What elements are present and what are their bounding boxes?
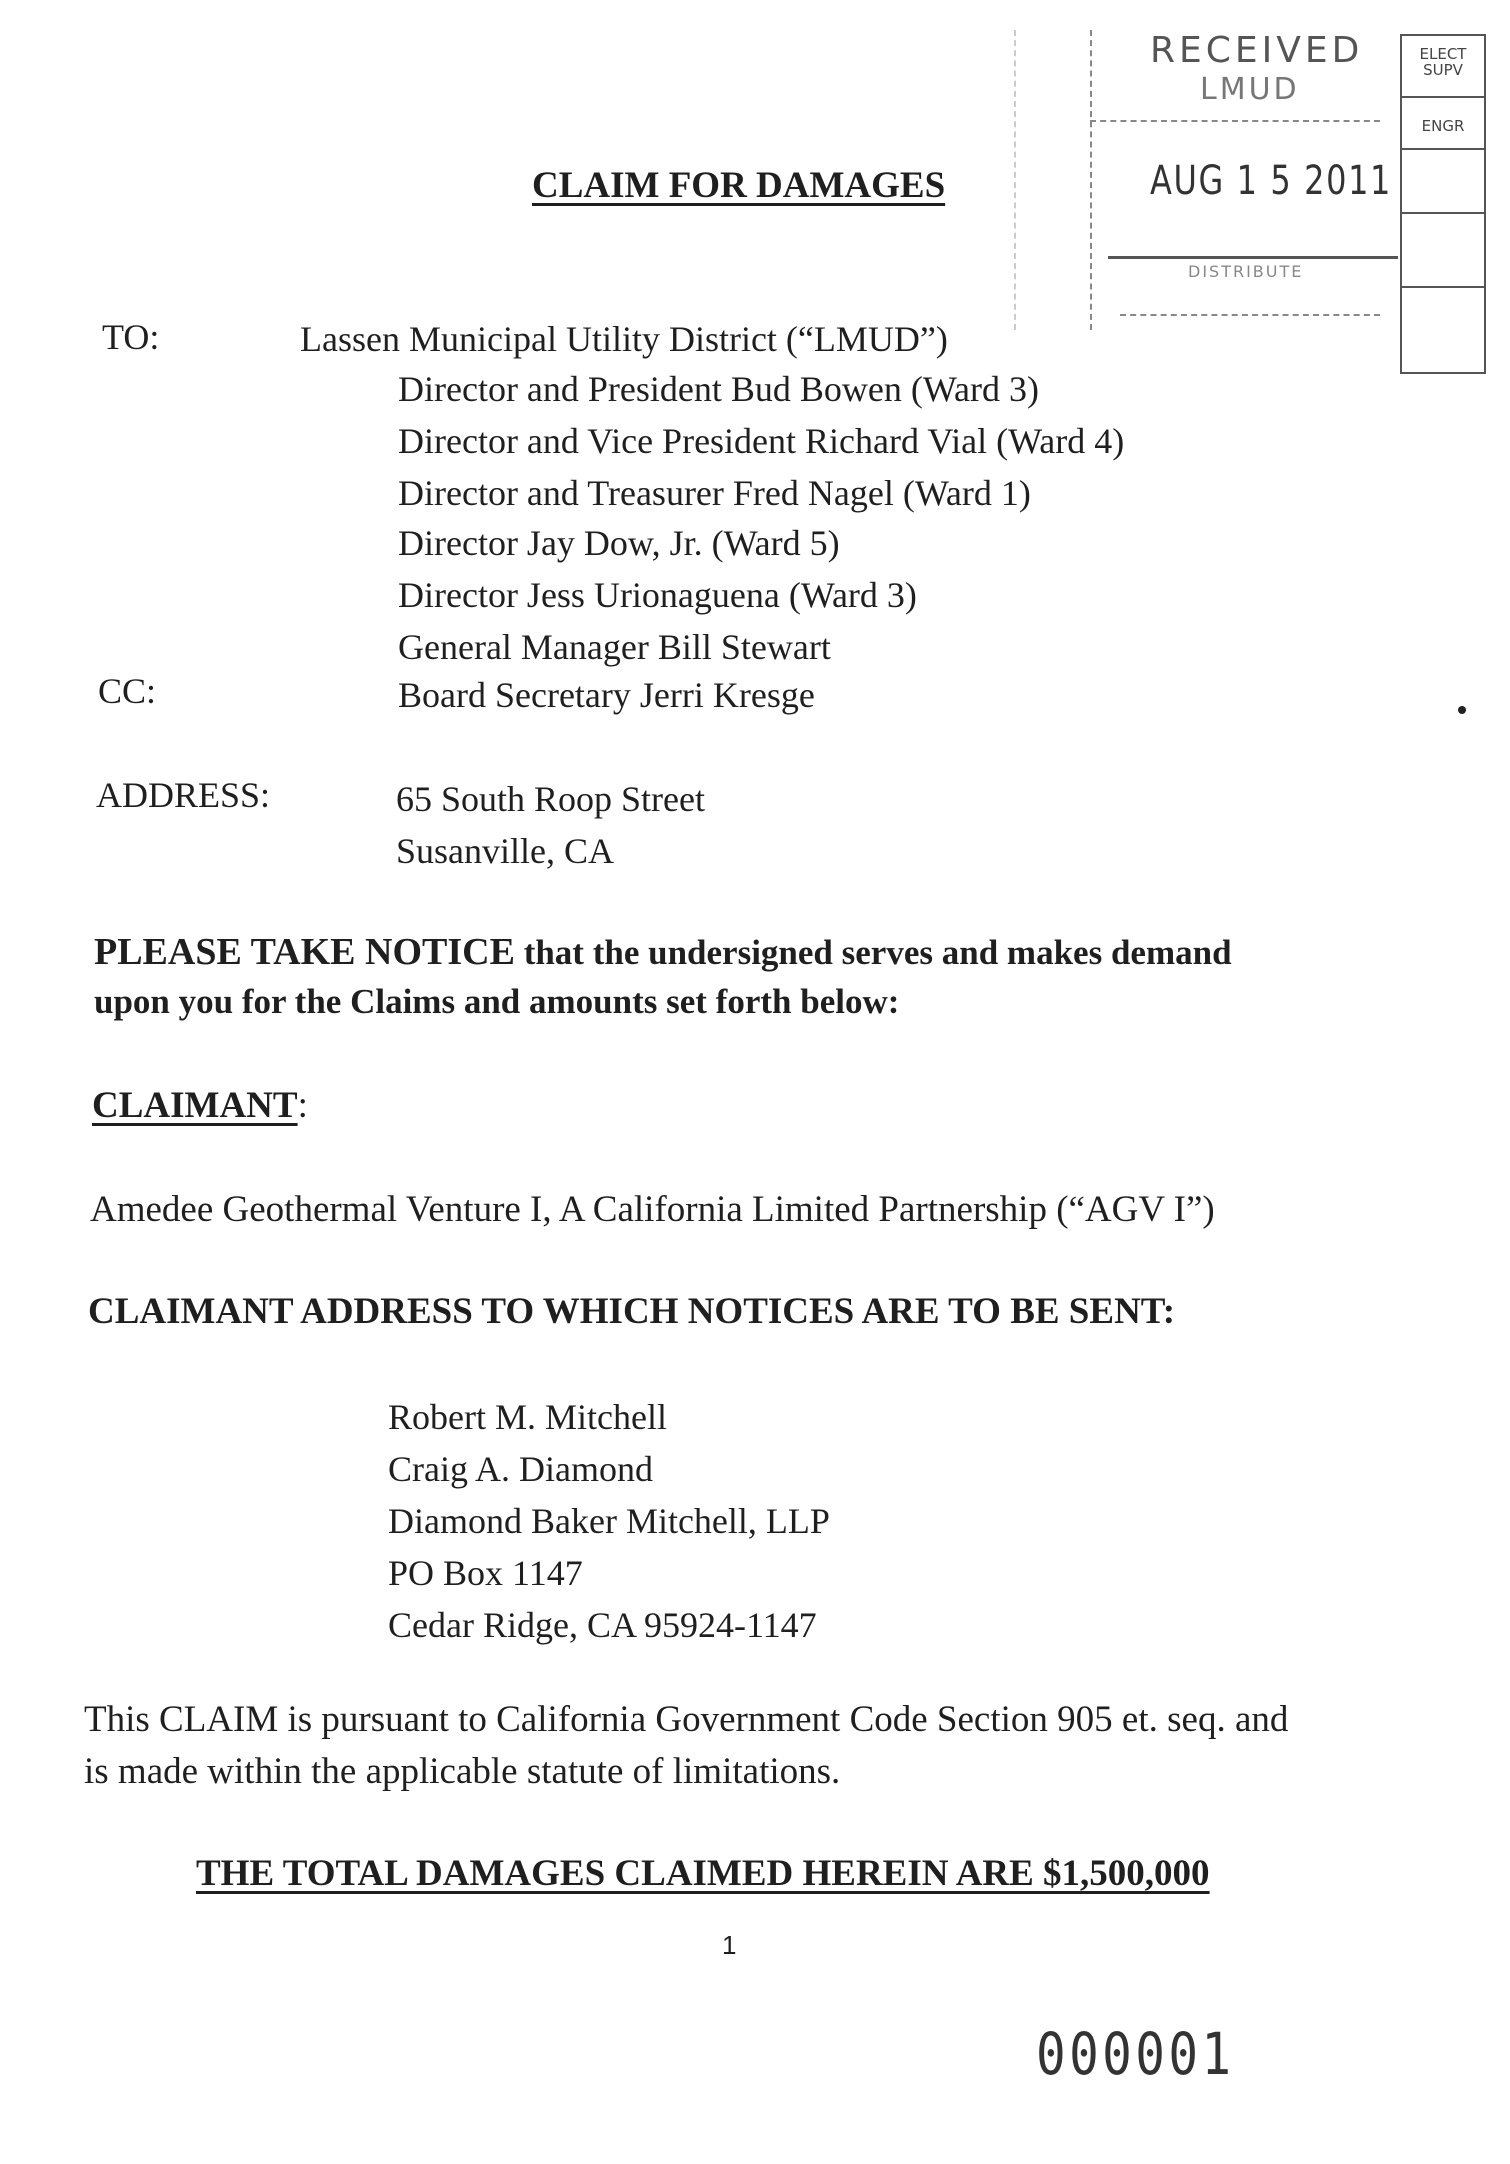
routing-engr: ENGR: [1421, 117, 1465, 135]
to-label: TO:: [102, 317, 160, 357]
routing-rule: [1402, 148, 1484, 150]
claimant-name: Amedee Geothermal Venture I, A California Limited Partnership (“AGV I”): [90, 1189, 1215, 1230]
stamp-rule: [1120, 314, 1380, 316]
statute-line-1: This CLAIM is pursuant to California Government Code Section 905 et. seq. and: [84, 1699, 1289, 1740]
stamp-border: [1090, 30, 1092, 330]
statute-line-2: is made within the applicable statute of limitations.: [84, 1751, 841, 1792]
routing-rule: [1402, 96, 1484, 98]
recipient-line: Director and Vice President Richard Vial (Ward 4): [398, 421, 1125, 461]
received-stamp-org: LMUD: [1200, 72, 1300, 107]
notice-line-1: [94, 930, 1232, 974]
stamp-border: [1014, 30, 1016, 330]
routing-stamp-box: [1400, 34, 1486, 374]
document-title: CLAIM FOR DAMAGES: [532, 165, 946, 206]
routing-rule: [1402, 212, 1484, 214]
notice-address-line: PO Box 1147: [388, 1553, 583, 1593]
bates-number: 000001: [1036, 2020, 1235, 2088]
recipient-line: Director Jay Dow, Jr. (Ward 5): [398, 523, 840, 563]
recipient-line: Director and Treasurer Fred Nagel (Ward 1): [398, 473, 1031, 513]
claimant-label: CLAIMANT: [92, 1085, 298, 1126]
notice-address-line: Craig A. Diamond: [388, 1449, 653, 1489]
received-stamp-label: RECEIVED: [1150, 30, 1364, 71]
received-stamp-distribute: DISTRIBUTE: [1188, 262, 1304, 281]
notice-line-1-rest: that the undersigned serves and makes demand: [514, 933, 1232, 972]
page-number: 1: [722, 1930, 737, 1960]
notice-address-line: Robert M. Mitchell: [388, 1397, 667, 1437]
address-line-2: Susanville, CA: [396, 831, 615, 871]
notice-address-line: Cedar Ridge, CA 95924-1147: [388, 1605, 817, 1645]
address-label: ADDRESS:: [96, 775, 271, 815]
routing-rule: [1402, 286, 1484, 288]
stray-mark: [1458, 706, 1466, 714]
stamp-rule: [1090, 120, 1380, 122]
notice-line-2: upon you for the Claims and amounts set forth below:: [94, 982, 900, 1021]
recipient-line: General Manager Bill Stewart: [398, 627, 831, 667]
cc-recipient: Board Secretary Jerri Kresge: [398, 675, 815, 715]
claimant-colon: :: [297, 1085, 308, 1126]
routing-elect-supv: ELECT SUPV: [1419, 45, 1467, 79]
to-organization: Lassen Municipal Utility District (“LMUD”): [300, 319, 948, 359]
cc-label: CC:: [98, 671, 157, 711]
notices-address-heading: CLAIMANT ADDRESS TO WHICH NOTICES ARE TO BE SENT:: [88, 1291, 1176, 1332]
notice-lead: PLEASE TAKE NOTICE: [94, 931, 515, 973]
received-stamp-date: AUG 1 5 2011: [1150, 158, 1392, 204]
recipient-line: Director Jess Urionaguena (Ward 3): [398, 575, 917, 615]
recipient-line: Director and President Bud Bowen (Ward 3): [398, 369, 1039, 409]
stamp-rule: [1108, 256, 1398, 259]
notice-address-line: Diamond Baker Mitchell, LLP: [388, 1501, 830, 1541]
claimant-heading: [92, 1084, 308, 1127]
address-line-1: 65 South Roop Street: [396, 779, 706, 819]
total-damages: THE TOTAL DAMAGES CLAIMED HEREIN ARE $1,500,000: [196, 1853, 1210, 1894]
